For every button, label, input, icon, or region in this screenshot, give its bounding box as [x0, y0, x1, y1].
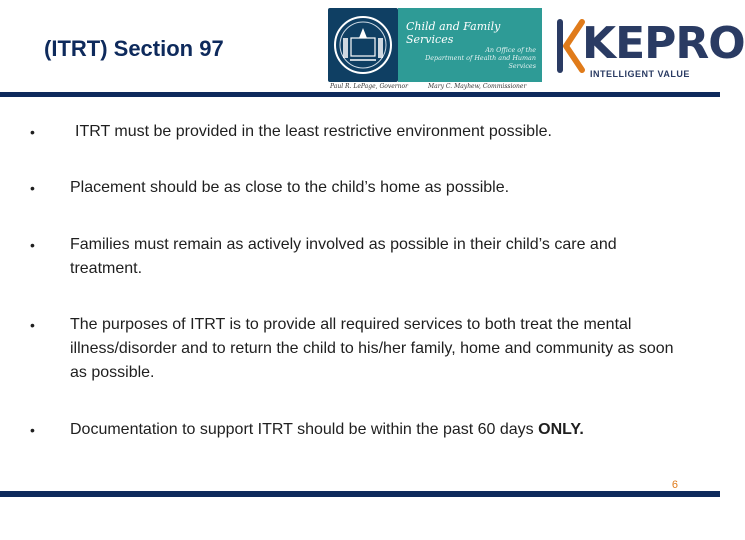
- cfs-subtitle-line2: Department of Health and Human Services: [425, 54, 536, 70]
- bullet-text: Placement should be as close to the child’s home as possible.: [70, 179, 510, 196]
- bullet-text: Documentation to support ITRT should be within the past 60 days: [70, 421, 539, 438]
- bullet-dot: •: [30, 422, 35, 438]
- kepro-tagline: INTELLIGENT VALUE: [590, 69, 690, 79]
- bullet-emphasis: ONLY.: [538, 421, 584, 438]
- slide-title: (ITRT) Section 97: [44, 36, 224, 61]
- cfs-governor: Paul R. LePage, Governor: [330, 83, 409, 90]
- maine-state-seal-icon: [328, 8, 398, 82]
- cfs-logo: [328, 8, 542, 88]
- bullet-item: [30, 313, 680, 385]
- header-divider: [0, 92, 720, 97]
- kepro-wordmark: KEPRO: [582, 18, 745, 69]
- page-number: 6: [671, 479, 678, 491]
- bullet-dot: •: [30, 237, 35, 253]
- cfs-caption: [330, 83, 542, 90]
- cfs-banner: [398, 8, 542, 82]
- footer-divider: [0, 491, 720, 497]
- cfs-subtitle-line1: An Office of the: [485, 46, 536, 54]
- bullet-text: ITRT must be provided in the least restrictive environment possible.: [75, 123, 552, 140]
- bullet-text: The purposes of ITRT is to provide all required services to both treat the mental illness/disorder and to return the child to his/her family, home and community as soon as possible.: [70, 316, 674, 381]
- bullet-dot: •: [30, 317, 35, 333]
- kepro-logo: [556, 14, 745, 84]
- bullet-item: [30, 176, 680, 200]
- bullet-item: [30, 120, 680, 144]
- bullet-item: [30, 418, 680, 442]
- bullet-dot: •: [30, 124, 35, 140]
- cfs-name: Child and Family Services: [406, 20, 501, 46]
- bullet-item: [30, 233, 680, 281]
- bullet-dot: •: [30, 180, 35, 196]
- cfs-commissioner: Mary C. Mayhew, Commissioner: [428, 83, 527, 90]
- bullet-list: [30, 120, 680, 442]
- bullet-text: Families must remain as actively involved as possible in their child’s care and treatment.: [70, 236, 617, 277]
- cfs-subtitle: [416, 46, 536, 70]
